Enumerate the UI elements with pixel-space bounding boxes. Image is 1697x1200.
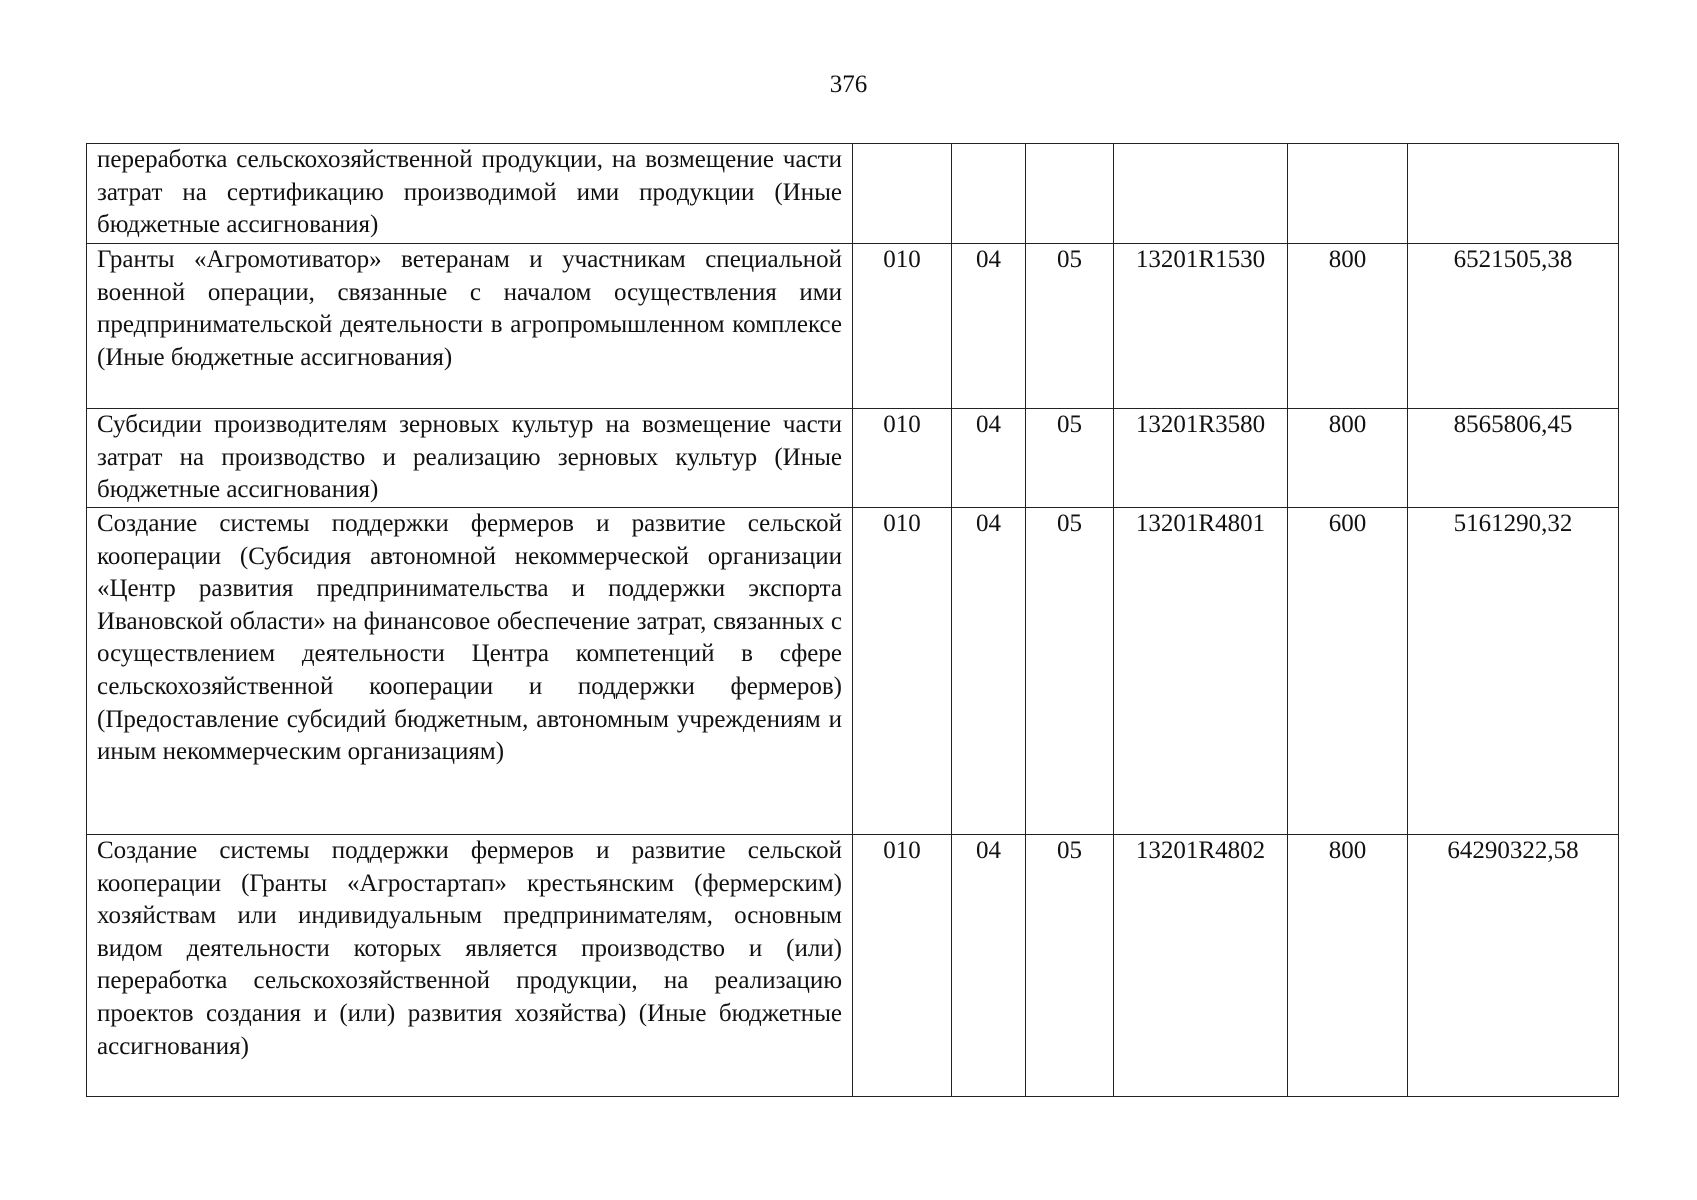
row-subsection-code: 05 <box>1026 835 1114 1097</box>
row-section-code <box>952 144 1026 244</box>
row-description: Создание системы поддержки фермеров и развитие сельской кооперации (Субсидия автономной некоммерческой организации «Центр развития предпринимательства и поддержки экспорта Ивановской области» на финансовое обеспечение затрат, связанных с осуществлением деятельности Центра компетенций в сфере сельскохозяйственной кооперации и поддержки фермеров) (Предоставление субсидий бюджетным, автономным учреждениям и иным некоммерческим организациям) <box>87 508 853 835</box>
table-row <box>87 144 1619 244</box>
table-row <box>87 244 1619 409</box>
row-grbs-code: 010 <box>853 835 952 1097</box>
row-target-article-code: 13201R4801 <box>1114 508 1288 835</box>
row-section-code: 04 <box>952 508 1026 835</box>
budget-table <box>86 143 1619 1097</box>
row-target-article-code: 13201R3580 <box>1114 409 1288 508</box>
row-grbs-code: 010 <box>853 409 952 508</box>
row-amount: 6521505,38 <box>1408 244 1619 409</box>
table-row <box>87 508 1619 835</box>
page-number: 376 <box>829 71 868 98</box>
table-row <box>87 835 1619 1097</box>
row-subsection-code <box>1026 144 1114 244</box>
row-description: Гранты «Агромотиватор» ветеранам и участникам специальной военной операции, связанные с началом осуществления ими предпринимательской деятельности в агропромышленном комплексе (Иные бюджетные ассигнования) <box>87 244 853 409</box>
row-description: Субсидии производителям зерновых культур на возмещение части затрат на производство и реализацию зерновых культур (Иные бюджетные ассигнования) <box>87 409 853 508</box>
row-expense-type-code: 800 <box>1288 835 1408 1097</box>
row-section-code: 04 <box>952 835 1026 1097</box>
row-grbs-code: 010 <box>853 244 952 409</box>
row-section-code: 04 <box>952 409 1026 508</box>
row-target-article-code: 13201R1530 <box>1114 244 1288 409</box>
row-target-article-code <box>1114 144 1288 244</box>
row-expense-type-code <box>1288 144 1408 244</box>
row-expense-type-code: 800 <box>1288 244 1408 409</box>
row-subsection-code: 05 <box>1026 244 1114 409</box>
row-amount: 64290322,58 <box>1408 835 1619 1097</box>
row-amount <box>1408 144 1619 244</box>
row-description: переработка сельскохозяйственной продукции, на возмещение части затрат на сертификацию производимой ими продукции (Иные бюджетные ассигнования) <box>87 144 853 244</box>
row-amount: 5161290,32 <box>1408 508 1619 835</box>
row-section-code: 04 <box>952 244 1026 409</box>
row-amount: 8565806,45 <box>1408 409 1619 508</box>
row-subsection-code: 05 <box>1026 508 1114 835</box>
row-subsection-code: 05 <box>1026 409 1114 508</box>
row-description: Создание системы поддержки фермеров и развитие сельской кооперации (Гранты «Агростартап» крестьянским (фермерским) хозяйствам или индивидуальным предпринимателям, основным видом деятельности которых является производство и (или) переработка сельскохозяйственной продукции, на реализацию проектов создания и (или) развития хозяйства) (Иные бюджетные ассигнования) <box>87 835 853 1097</box>
row-expense-type-code: 800 <box>1288 409 1408 508</box>
row-grbs-code: 010 <box>853 508 952 835</box>
table-row <box>87 409 1619 508</box>
row-target-article-code: 13201R4802 <box>1114 835 1288 1097</box>
row-expense-type-code: 600 <box>1288 508 1408 835</box>
row-grbs-code <box>853 144 952 244</box>
